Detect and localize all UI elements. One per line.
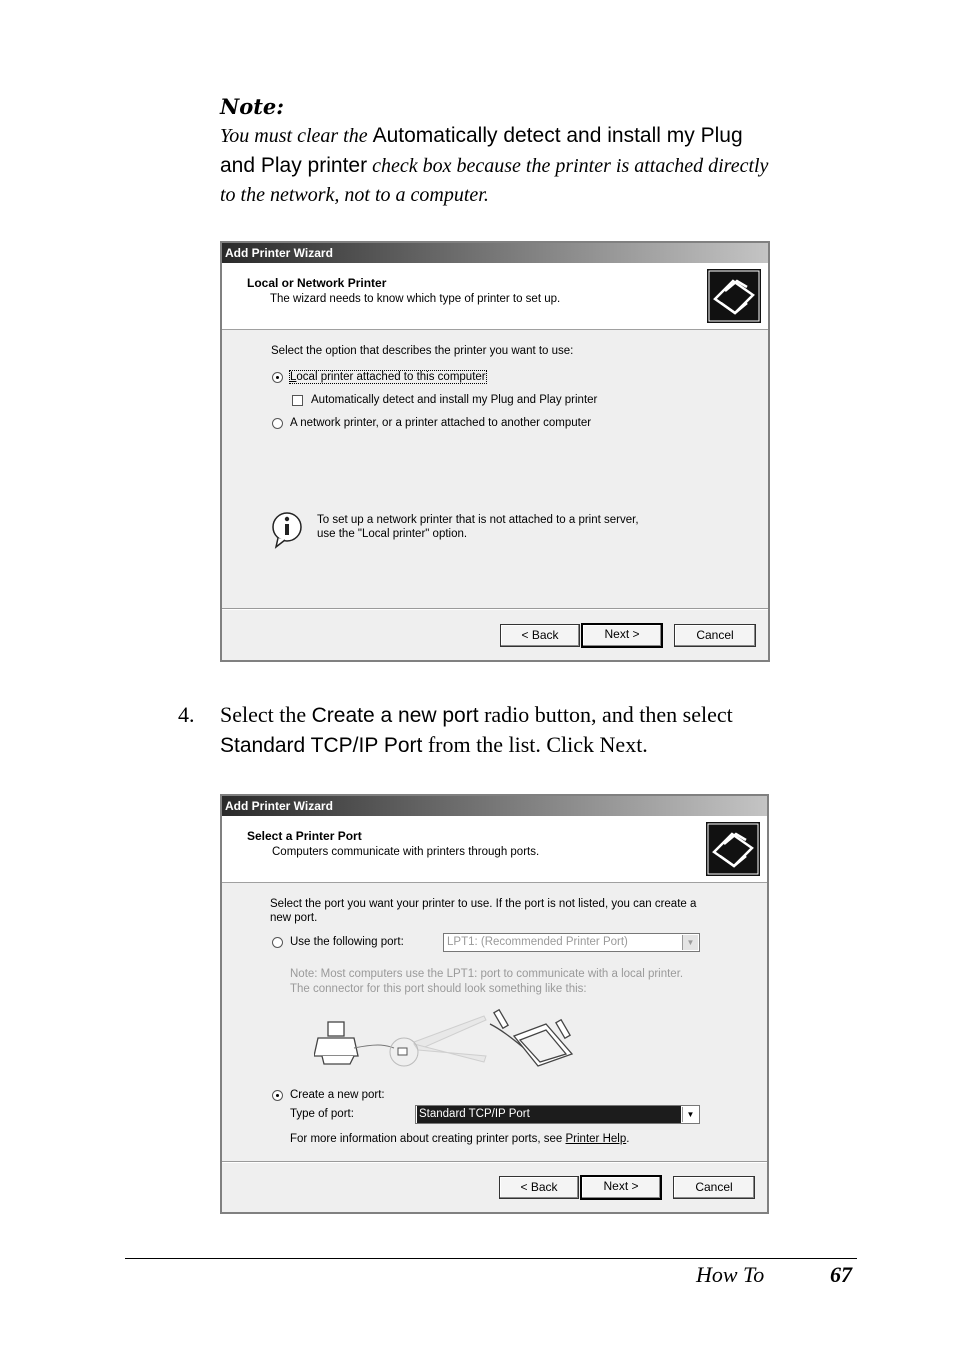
page-number: 67 (830, 1262, 852, 1287)
note-text: You must clear the (220, 125, 373, 147)
more-info-end: . (626, 1133, 630, 1145)
note-text: check box because the printer is attached directly (367, 155, 769, 177)
footer-divider (222, 1161, 767, 1163)
local-printer-label[interactable] (290, 371, 486, 383)
chevron-down-icon: ▼ (682, 1107, 698, 1122)
dialog-titlebar: Add Printer Wizard (222, 243, 768, 263)
dialog-header (222, 816, 767, 883)
create-new-port-label[interactable]: Create a new port: (290, 1089, 385, 1101)
note-line-3 (220, 181, 860, 210)
next-button[interactable]: Next > (581, 623, 663, 648)
footer-divider (222, 608, 768, 610)
network-printer-radio[interactable] (272, 418, 283, 429)
note-line-2 (220, 151, 860, 181)
dialog-header (222, 263, 768, 330)
local-printer-radio[interactable] (272, 372, 283, 383)
printer-wizard-icon (706, 822, 760, 876)
step-ui-text: Create a new port (311, 704, 479, 727)
step-text-part: radio button, and then select (478, 702, 733, 727)
cancel-button[interactable]: Cancel (673, 1176, 755, 1199)
step-text (220, 700, 860, 760)
local-printer-text: ocal printer attached to this computer (296, 371, 486, 383)
use-following-port-radio[interactable] (272, 937, 283, 948)
step-text-part: from the list. Click Next. (422, 732, 648, 757)
existing-port-value: LPT1: (Recommended Printer Port) (447, 936, 628, 948)
local-printer-accesskey: L (290, 371, 297, 383)
use-following-port-label[interactable]: Use the following port: (290, 936, 404, 948)
port-prompt-line-2: new port. (270, 912, 318, 924)
footer-rule (125, 1258, 857, 1259)
port-type-value: Standard TCP/IP Port (417, 1106, 681, 1123)
info-line-2: use the "Local printer" option. (317, 528, 468, 540)
port-note-line-2: The connector for this port should look something like this: (290, 983, 587, 995)
header-subtitle: The wizard needs to know which type of printer to set up. (270, 293, 561, 305)
existing-port-dropdown[interactable] (443, 933, 700, 952)
type-of-port-label: Type of port: (290, 1108, 354, 1120)
parallel-connector-illustration (314, 1004, 584, 1074)
more-info-line (290, 1133, 629, 1145)
header-subtitle: Computers communicate with printers through ports. (272, 846, 540, 858)
more-info-text: For more information about creating printer ports, see (290, 1133, 566, 1145)
cancel-button[interactable]: Cancel (674, 624, 756, 647)
port-prompt-line-1: Select the port you want your printer to use. If the port is not listed, you can create a (270, 898, 697, 910)
next-button[interactable]: Next > (580, 1175, 662, 1200)
note-block (220, 92, 860, 210)
add-printer-wizard-dialog-1 (220, 241, 770, 662)
back-button[interactable]: < Back (499, 1176, 579, 1199)
step-ui-text: Standard TCP/IP Port (220, 734, 423, 757)
printer-help-link[interactable]: Printer Help (565, 1133, 627, 1145)
chevron-down-icon: ▼ (682, 935, 698, 950)
header-title: Select a Printer Port (247, 829, 362, 843)
port-type-dropdown[interactable] (415, 1105, 700, 1124)
note-text: to the network, not to a computer. (220, 184, 489, 206)
note-ui-text: Automatically detect and install my Plug (372, 124, 743, 147)
add-printer-wizard-dialog-2 (220, 794, 769, 1214)
back-button[interactable]: < Back (500, 624, 580, 647)
network-printer-label[interactable]: A network printer, or a printer attached to another computer (290, 417, 592, 429)
port-note-line-1: Note: Most computers use the LPT1: port to communicate with a local printer. (290, 968, 684, 980)
printer-wizard-icon (707, 269, 761, 323)
note-title: Note: (220, 94, 285, 119)
info-line-1: To set up a network printer that is not attached to a print server, (317, 514, 639, 526)
autodetect-checkbox[interactable] (292, 395, 303, 406)
option-prompt: Select the option that describes the printer you want to use: (271, 345, 574, 357)
step-number: 4. (178, 702, 195, 727)
autodetect-label[interactable]: Automatically detect and install my Plug and Play printer (311, 394, 598, 406)
footer-section-title: How To (696, 1262, 765, 1287)
info-icon (270, 511, 308, 549)
header-title: Local or Network Printer (247, 276, 387, 290)
note-ui-text: and Play printer (220, 154, 368, 177)
create-new-port-radio[interactable] (272, 1090, 283, 1101)
note-line-1 (220, 121, 860, 151)
step-text-part: Select the (220, 702, 312, 727)
dialog-titlebar: Add Printer Wizard (222, 796, 767, 816)
